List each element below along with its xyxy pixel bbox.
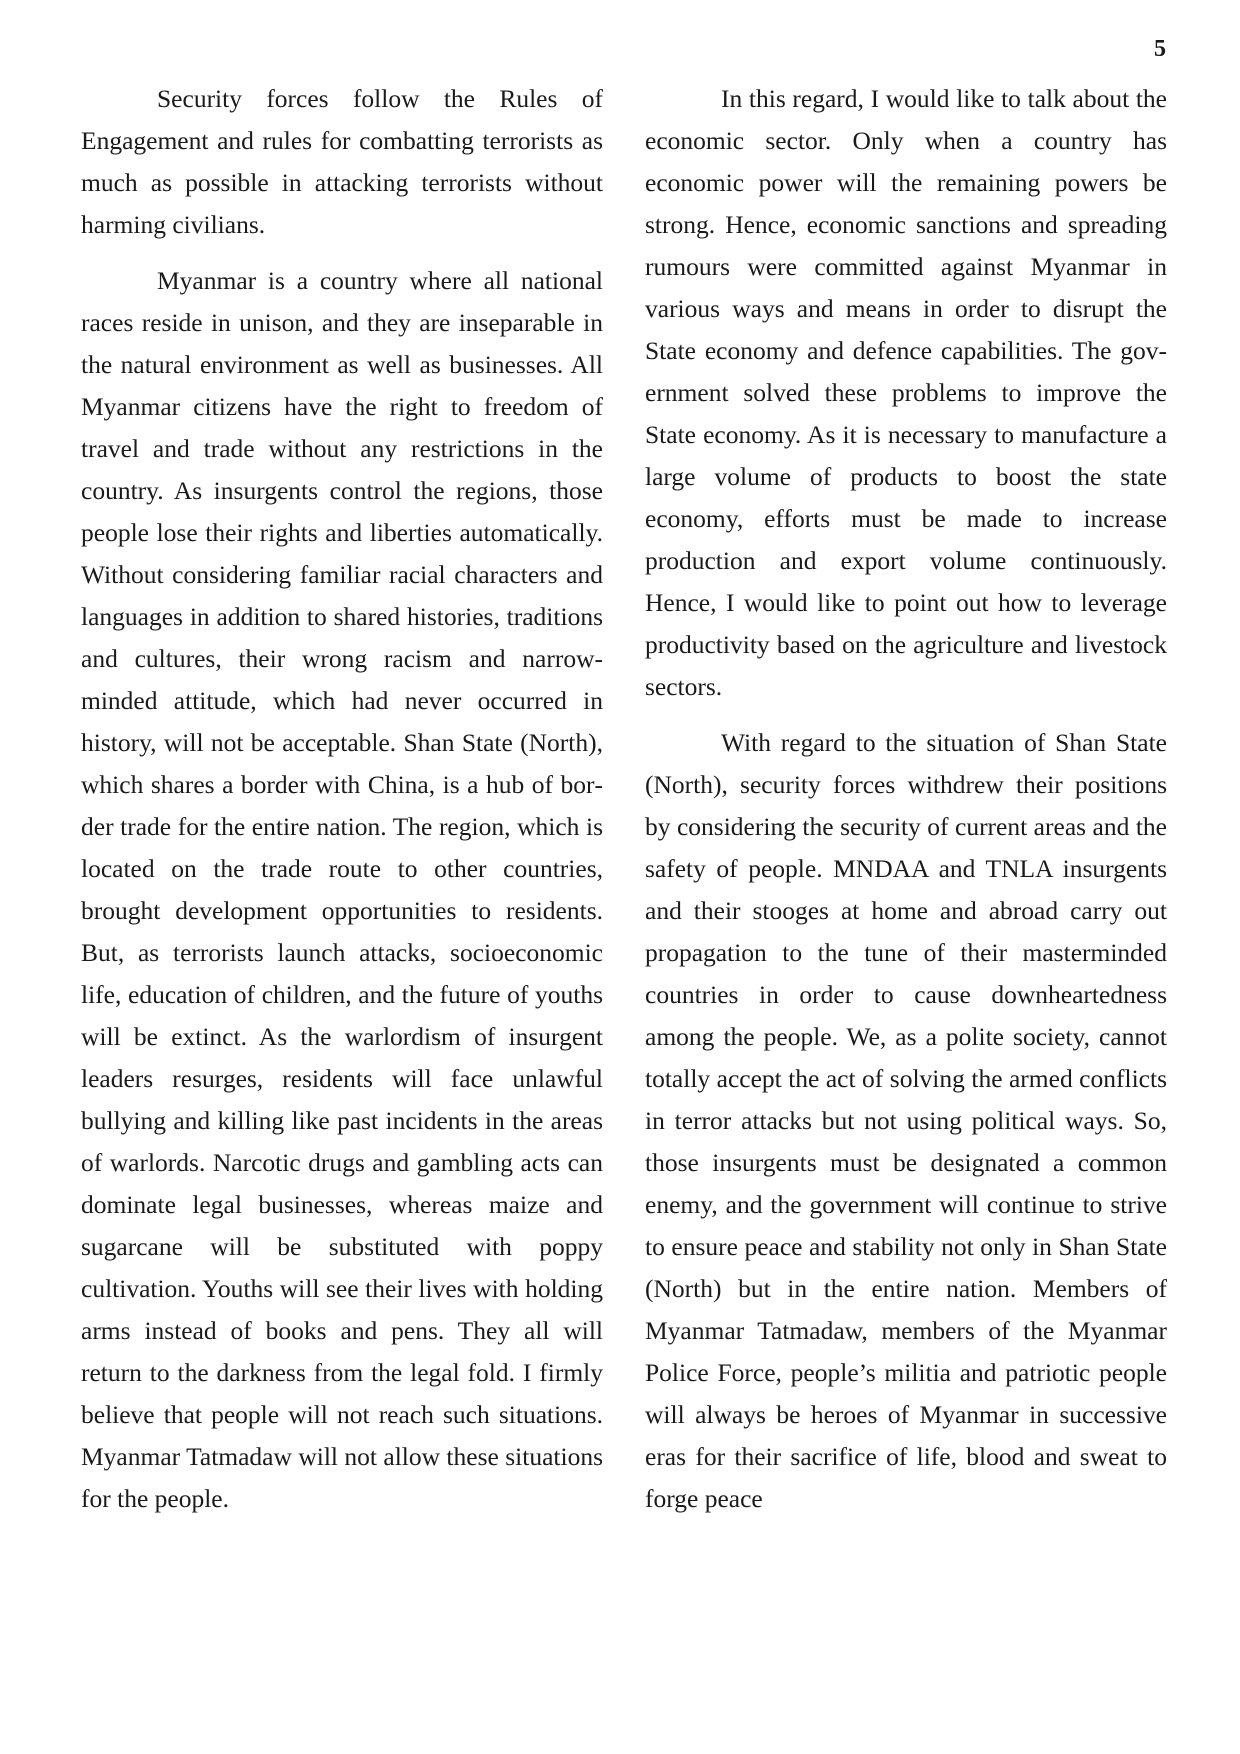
paragraph: Security forces follow the Rules of Engagement and rules for combatting terrorists as much as possible in attacking terrorists without harming civilians. bbox=[81, 84, 603, 239]
paragraph: With regard to the situation of Shan State (North), security forces withdrew their positions by considering the security of current areas and the safety of people. MNDAA and TNLA insurgents and their stooges at home and abroad carry out propagation to the tune of their masterminded countries in order to cause downheartedness among the people. We, as a polite society, cannot totally accept the act of solving the armed conflicts in terror attacks but not using political ways. So, those insurgents must be designated a common enemy, and the government will continue to strive to ensure peace and stability not only in Shan State (North) but in the entire nation. Members of Myanmar Tatmadaw, members of the Myanmar Police Force, people’s militia and patriotic people will always be heroes of Myanmar in successive eras for their sacrifice of life, blood and sweat to forge peace bbox=[645, 728, 1167, 1513]
paragraph: Myanmar is a country where all national races reside in unison, and they are inseparable in the natural environment as well as businesses. All Myanmar citizens have the right to freedom of travel and trade without any restrictions in the country. As insurgents control the regions, those people lose their rights and liberties automatically. Without considering familiar racial characters and languages in addition to shared histories, traditions and cultures, their wrong racism and narrow-minded attitude, which had never occurred in history, will not be acceptable. Shan State (North), which shares a border with China, is a hub of border trade for the entire nation. The region, which is located on the trade route to other countries, brought development opportunities to residents. But, as terrorists launch attacks, socioeconomic life, education of children, and the future of youths will be extinct. As the warlordism of insurgent leaders resurges, residents will face unlawful bullying and killing like past incidents in the areas of warlords. Narcotic drugs and gambling acts can dominate legal businesses, whereas maize and sugarcane will be substituted with poppy cultivation. Youths will see their lives with holding arms instead of books and pens. They all will return to the darkness from the legal fold. I firmly believe that people will not reach such situations. Myanmar Tatmadaw will not allow these situations for the people. bbox=[81, 266, 603, 1513]
right-column bbox=[645, 78, 1167, 1534]
left-column bbox=[81, 78, 603, 1534]
paragraph: In this regard, I would like to talk about the economic sector. Only when a country has economic power will the remaining powers be strong. Hence, economic sanctions and spreading rumours were committed against Myanmar in various ways and means in order to disrupt the State economy and defence capabilities. The government solved these problems to improve the State economy. As it is necessary to manufacture a large volume of products to boost the state economy, efforts must be made to increase production and export volume continuously. Hence, I would like to point out how to leverage productivity based on the agriculture and livestock sectors. bbox=[645, 84, 1167, 701]
page-number: 5 bbox=[1154, 36, 1166, 62]
